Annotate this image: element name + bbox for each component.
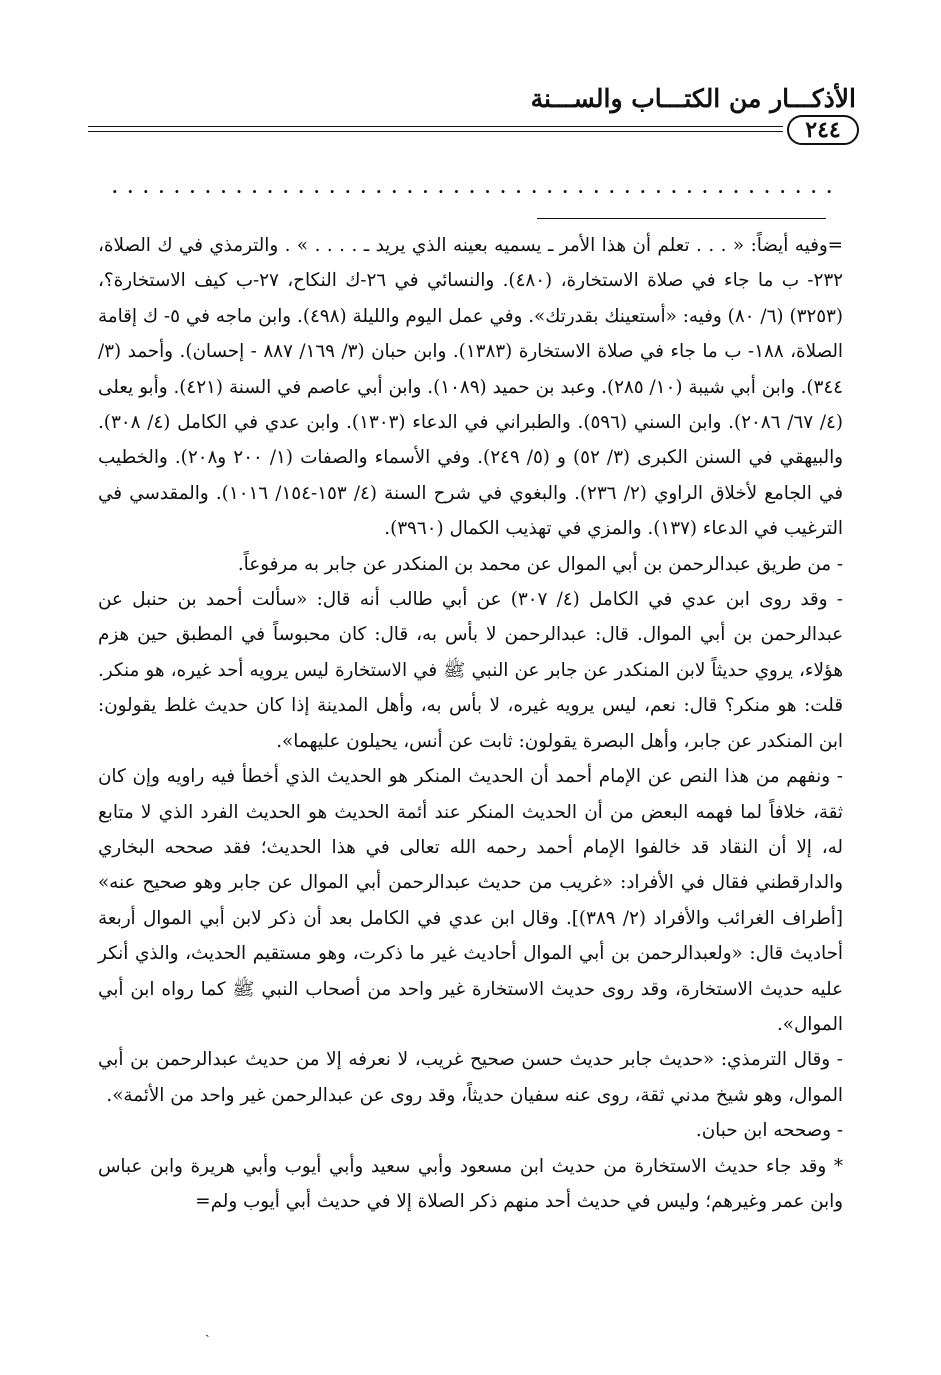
paragraph-tirmidhi: - وقال الترمذي: «حديث جابر حديث حسن صحيح غريب، لا نعرفه إلا من حديث عبدالرحمن بن أبي الموال، وهو شيخ مدني ثقة، روى عنه سفيان حديثاً، وقد روى عن عبدالرحمن غير واحد من الأئمة». [98,1049,843,1106]
footnote-body [98,228,843,1219]
header-rule [88,126,783,127]
paragraph-takhrij: =وفيه أيضاً: « . . . تعلم أن هذا الأمر ـ يسميه بعينه الذي يريد ـ . . . . » . والترمذي في ك الصلاة، ٢٣٢- ب ما جاء في صلاة الاستخارة، (٤٨٠). والنسائي في ٢٦-ك النكاح، ٢٧-ب كيف الاستخارة؟، (٣٢٥٣) (٦/ ٨٠) وفيه: «أستعينك بقدرتك». وفي عمل اليوم والليلة (٤٩٨). وابن ماجه في ٥- ك إقامة الصلاة، ١٨٨- ب ما جاء في صلاة الاستخارة (١٣٨٣). وابن حبان (٣/ ١٦٩/ ٨٨٧ - إحسان). وأحمد (٣/ ٣٤٤). وابن أبي شيبة (١٠/ ٢٨٥). وعبد بن حميد (١٠٨٩). وابن أبي عاصم في السنة (٤٢١). وأبو يعلى (٤/ ٦٧/ ٢٠٨٦). وابن السني (٥٩٦). والطبراني في الدعاء (١٣٠٣). وابن عدي في الكامل (٤/ ٣٠٨). والبيهقي في السنن الكبرى (٣/ ٥٢) و (٥/ ٢٤٩). وفي الأسماء والصفات (١/ ٢٠٠ و٢٠٨). والخطيب في الجامع لأخلاق الراوي (٢/ ٢٣٦). والبغوي في شرح السنة (٤/ ١٥٣-١٥٤/ ١٠١٦). والمقدسي في الترغيب في الدعاء (١٣٧). والمزي في تهذيب الكمال (٣٩٦٠). [98,235,844,540]
paragraph-ibn-adi: - وقد روى ابن عدي في الكامل (٤/ ٣٠٧) عن أبي طالب أنه قال: «سألت أحمد بن حنبل عن عبدالرحمن بن أبي الموال. قال: عبدالرحمن لا بأس به، قال: كان محبوساً في المطبق حين هزم هؤلاء، يروي حديثاً لابن المنكدر عن جابر عن النبي ﷺ في الاستخارة ليس يرويه أحد غيره، هو منكر. قلت: هو منكر؟ قال: نعم، ليس يرويه غيره، لا بأس به، وأهل المدينة إذا كان حديث غلط يقولون: ابن المنكدر عن جابر، وأهل البصرة يقولون: ثابت عن أنس، يحيلون عليهما». [98,589,843,752]
running-title: الأذكـــار من الكتـــاب والســـنة [530,84,856,113]
paragraph-other-narrations: * وقد جاء حديث الاستخارة من حديث ابن مسعود وأبي سعيد وأبي أيوب وأبي هريرة وابن عباس وابن عمر وغيرهم؛ وليس في حديث أحد منهم ذكر الصلاة إلا في حديث أبي أيوب ولم= [98,1155,843,1212]
footnote-rule [537,218,826,219]
dotted-separator: . . . . . . . . . . . . . . . . . . . . . . . . . . . . . . . . . . . . . . . . . . . . . . . [112,178,832,197]
header-rule-secondary [88,131,783,132]
page-number-badge: ٢٤٤ [787,115,859,145]
paragraph-munkar-discussion: - ونفهم من هذا النص عن الإمام أحمد أن الحديث المنكر هو الحديث الذي أخطأ فيه راويه وإن كان ثقة، خلافاً لما فهمه البعض من أن الحديث المنكر عند أئمة الحديث هو الحديث الفرد الذي لا متابع له، إلا أن النقاد قد خالفوا الإمام أحمد رحمه الله تعالى في هذا الحديث؛ فقد صححه البخاري والدارقطني فقال في الأفراد: «غريب من حديث عبدالرحمن أبي الموال عن جابر وهو صحيح عنه» [أطراف الغرائب والأفراد (٢/ ٣٨٩)]. وقال ابن عدي في الكامل بعد أن ذكر لابن أبي الموال أربعة أحاديث قال: «ولعبدالرحمن بن أبي الموال أحاديث غير ما ذكرت، وهو مستقيم الحديث، والذي أنكر عليه حديث الاستخارة، وقد روى حديث الاستخارة غير واحد من أصحاب النبي ﷺ كما رواه ابن أبي الموال». [98,766,843,1035]
stray-mark: ˎ [205,1322,210,1338]
paragraph-ibn-hibban: - وصححه ابن حبان. [695,1120,843,1142]
paragraph-chain: - من طريق عبدالرحمن بن أبي الموال عن محمد بن المنكدر عن جابر به مرفوعاً. [237,553,843,575]
